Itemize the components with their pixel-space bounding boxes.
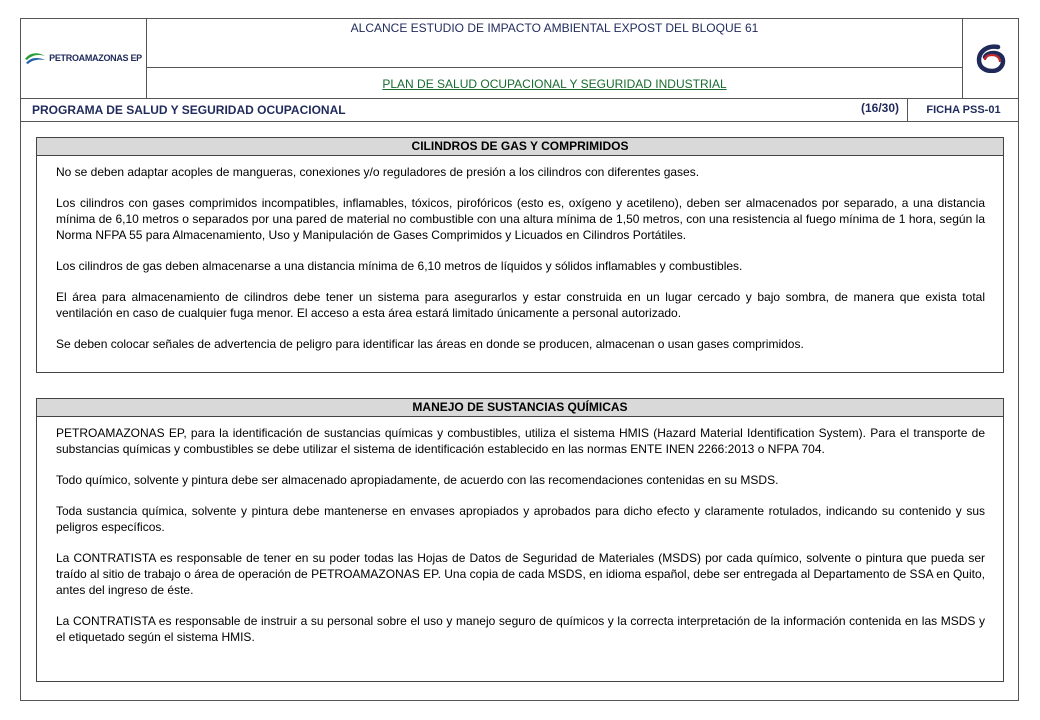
paragraph: Toda sustancia química, solvente y pintura debe mantenerse en envases apropiados y aprobados para dicho efecto y claramente rotulados, indicando su contenido y sus peligros específicos.	[56, 504, 985, 534]
paragraph: La CONTRATISTA es responsable de tener en su poder todas las Hojas de Datos de Seguridad de Materiales (MSDS) por cada químico, solvente o pintura que pueda ser traído al sitio de trabajo o área de operación de PETROAMAZONAS EP. Una copia de cada MSDS, en idioma español, debe ser entregada al Departamento de SSA en Quito, antes del ingreso de éste.	[56, 551, 985, 597]
document-subtitle-text: PLAN DE SALUD OCUPACIONAL Y SEGURIDAD INDUSTRIAL	[382, 77, 727, 91]
section-body	[37, 417, 1003, 645]
section-gas-cylinders	[36, 137, 1004, 373]
paragraph: No se deben adaptar acoples de mangueras, conexiones y/o reguladores de presión a los cilindros con diferentes gases.	[56, 165, 700, 179]
program-row	[20, 98, 1019, 122]
chapter-emblem	[962, 18, 1019, 98]
chapter-six-icon	[974, 43, 1008, 73]
paragraph: Todo químico, solvente y pintura debe ser almacenado apropiadamente, de acuerdo con las recomendaciones contenidas en su MSDS.	[56, 473, 779, 487]
program-title: PROGRAMA DE SALUD Y SEGURIDAD OCUPACIONAL	[32, 103, 346, 117]
paragraph: Los cilindros de gas deben almacenarse a una distancia mínima de 6,10 metros de líquidos y sólidos inflamables y combustibles.	[56, 259, 743, 273]
paragraph: PETROAMAZONAS EP, para la identificación de sustancias químicas y combustibles, utiliza el sistema HMIS (Hazard Material Identification System). Para el transporte de substancias químicas y combustibles se debe utilizar el sistema de identificación establecido en las normas ENTE INEN 2266:2013 o NFPA 704.	[56, 426, 985, 456]
section-title: CILINDROS DE GAS Y COMPRIMIDOS	[37, 138, 1003, 156]
logo-text: PETROAMAZONAS EP	[49, 53, 142, 63]
paragraph: Los cilindros con gases comprimidos incompatibles, inflamables, tóxicos, pirofóricos (esto es, oxígeno y acetileno), deben ser almacenados por separado, a una distancia mínima de 6,10 metros o separados por una pared de material no combustible con una altura mínima de 1,50 metros, con una resistencia al fuego mínima de 1 hora, según la Norma NFPA 55 para Almacenamiento, Uso y Manipulación de Gases Comprimidos y Licuados en Cilindros Portátiles.	[56, 196, 985, 242]
section-title: MANEJO DE SUSTANCIAS QUÍMICAS	[37, 399, 1003, 417]
ficha-code: FICHA PSS-01	[907, 99, 1019, 121]
paragraph: Se deben colocar señales de advertencia de peligro para identificar las áreas en donde se producen, almacenan o usan gases comprimidos.	[56, 337, 804, 351]
petroamazonas-logo-icon	[24, 50, 46, 66]
page-count: (16/30)	[861, 101, 900, 115]
section-chemicals	[36, 398, 1004, 682]
paragraph: La CONTRATISTA es responsable de instruir a su personal sobre el uso y manejo seguro de químicos y la correcta interpretación de la información contenida en las MSDS y el etiquetado según el sistema HMIS.	[56, 614, 985, 644]
company-logo	[20, 18, 147, 98]
section-body	[37, 156, 1003, 352]
document-title: ALCANCE ESTUDIO DE IMPACTO AMBIENTAL EXPOST DEL BLOQUE 61	[147, 18, 962, 68]
document-subtitle	[147, 68, 962, 98]
paragraph: El área para almacenamiento de cilindros debe tener un sistema para asegurarlos y estar construida en un lugar cercado y bajo sombra, de manera que exista total ventilación en caso de cualquier fuga menor. El acceso a esta área estará limitado únicamente a personal autorizado.	[56, 290, 985, 320]
